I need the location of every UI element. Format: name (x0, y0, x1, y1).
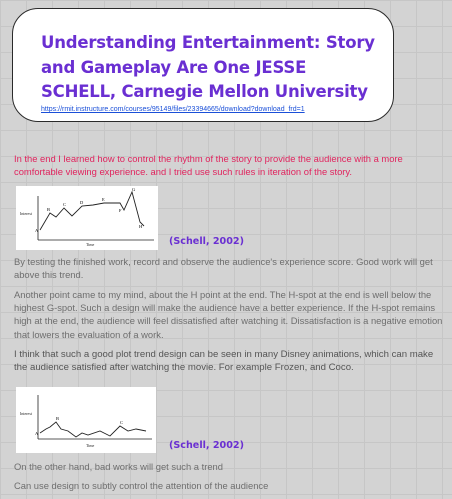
point-label-f: F (119, 208, 122, 213)
x-axis-label: Time (86, 443, 95, 448)
y-axis-label: Interest (20, 411, 32, 416)
point-label-e: E (102, 197, 105, 202)
point-label-c: C (120, 420, 124, 425)
point-label-b: B (47, 207, 51, 212)
source-link[interactable]: https://rmit.instructure.com/courses/95149/files/23394665/download?download_frd=1 (41, 106, 305, 113)
y-axis-label: Interest (20, 211, 32, 216)
interest-graph-bad (16, 387, 156, 453)
interest-curve (40, 422, 146, 437)
disney-paragraph: I think that such a good plot trend design can be seen in many Disney animations, which can make the audience satisfied after watching the movie. For example Frozen, and Coco. (14, 349, 434, 374)
attention-paragraph: Can use design to subtly control the attention of the audience (14, 480, 269, 491)
intro-paragraph: In the end I learned how to control the rhythm of the story to provide the audience with a more comfortable viewing experience. and I tried use such rules in iteration of the story. (14, 153, 403, 178)
document-title: Understanding Entertainment: Story and Gameplay Are One JESSE SCHELL, Carnegie Mellon University (41, 33, 375, 101)
h-point-paragraph: Another point came to my mind, about the H point at the end. The H-spot at the end is well below the highest G-spot. Such a design will make the audience have a better experience. If the H-spot remains high at the end, the audience will feel dissatisfied after watching it. Dissatisfaction is a negative emotion that lowers the evaluation of a work. (14, 289, 443, 340)
citation-2: (Schell, 2002) (169, 440, 244, 451)
point-label-a: A (35, 228, 39, 233)
bad-works-paragraph: On the other hand, bad works will get such a trend (14, 461, 223, 472)
point-label-h: H (139, 224, 143, 229)
point-label-a: A (35, 431, 39, 436)
point-label-d: D (80, 200, 84, 205)
point-label-c: C (63, 202, 67, 207)
x-axis-label: Time (86, 242, 95, 247)
testing-paragraph: By testing the finished work, record and observe the audience's experience score. Good work will get above this trend. (14, 256, 433, 281)
citation-1: (Schell, 2002) (169, 236, 244, 247)
title-card (12, 8, 394, 122)
interest-curve (40, 192, 144, 230)
point-label-g: G (132, 187, 136, 192)
point-label-b: B (56, 416, 60, 421)
interest-graph-good (16, 186, 158, 250)
